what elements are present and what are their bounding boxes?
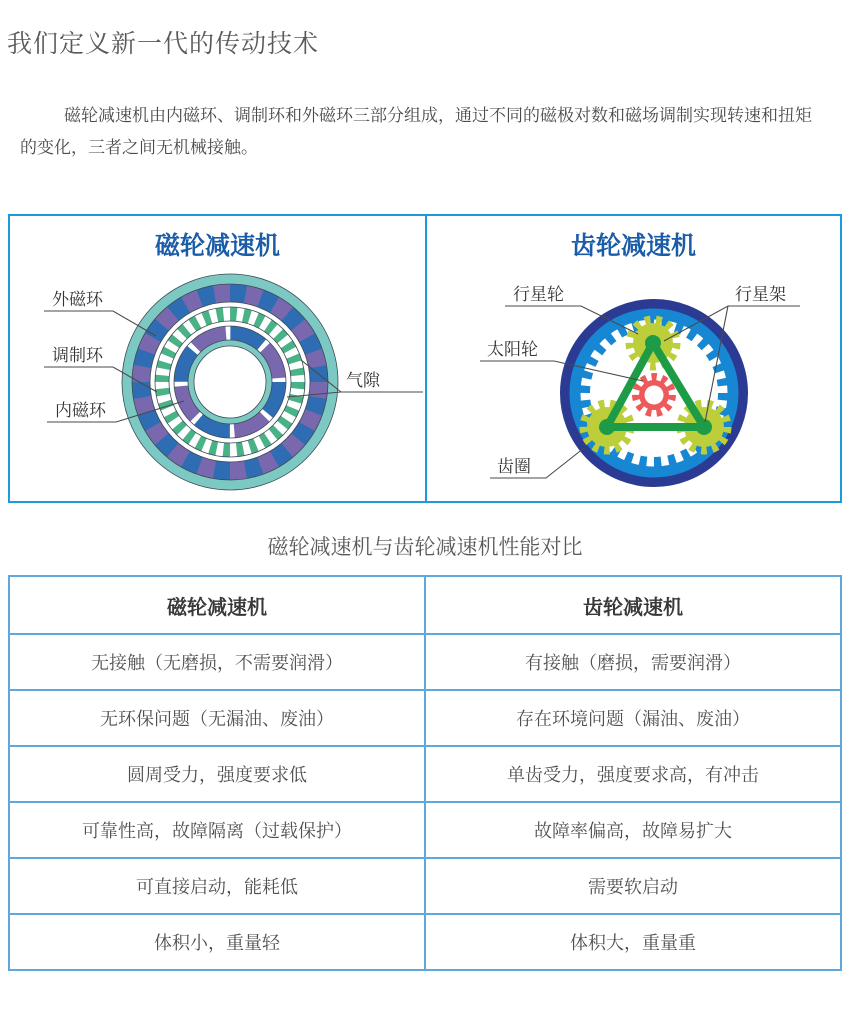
table-cell: 体积大，重量重 xyxy=(425,914,841,970)
label-modulation-ring: 调制环 xyxy=(52,346,103,366)
table-row xyxy=(9,746,841,802)
table-cell: 可靠性高，故障隔离（过载保护） xyxy=(9,802,425,858)
carrier-pin xyxy=(645,335,661,351)
table-cell: 有接触（磨损，需要润滑） xyxy=(425,634,841,690)
table-cell: 存在环境问题（漏油、废油） xyxy=(425,690,841,746)
label-inner-magnet-ring: 内磁环 xyxy=(55,401,106,421)
gear-diagram-title: 齿轮减速机 xyxy=(570,231,696,260)
diagram-panel xyxy=(8,214,842,503)
table-cell: 可直接启动，能耗低 xyxy=(9,858,425,914)
comparison-table-title: 磁轮减速机与齿轮减速机性能对比 xyxy=(267,535,583,559)
intro-paragraph: 磁轮减速机由内磁环、调制环和外磁环三部分组成，通过不同的磁极对数和磁场调制实现转速和扭矩的变化，三者之间无机械接触。 xyxy=(20,106,812,158)
column-header-magnetic: 磁轮减速机 xyxy=(9,576,425,634)
table-row xyxy=(9,858,841,914)
magnetic-diagram-title: 磁轮减速机 xyxy=(154,231,280,260)
table-cell: 无接触（无磨损，不需要润滑） xyxy=(9,634,425,690)
table-row xyxy=(9,914,841,970)
column-header-gear: 齿轮减速机 xyxy=(425,576,841,634)
table-cell: 需要软启动 xyxy=(425,858,841,914)
label-planet-carrier: 行星架 xyxy=(735,285,786,305)
label-ring-gear: 齿圈 xyxy=(497,457,531,477)
comparison-table xyxy=(8,575,842,971)
table-cell: 故障率偏高，故障易扩大 xyxy=(425,802,841,858)
label-sun-gear: 太阳轮 xyxy=(487,340,538,360)
label-outer-magnet-ring: 外磁环 xyxy=(52,290,103,310)
magnetic-diagram xyxy=(10,216,425,501)
table-row xyxy=(9,802,841,858)
table-cell: 圆周受力，强度要求低 xyxy=(9,746,425,802)
table-header-row xyxy=(9,576,841,634)
table-cell: 单齿受力，强度要求高，有冲击 xyxy=(425,746,841,802)
sun-gear-bore xyxy=(645,386,664,405)
table-row xyxy=(9,690,841,746)
sun-gear xyxy=(636,377,672,413)
table-row xyxy=(9,634,841,690)
gear-diagram xyxy=(425,216,840,501)
carrier-pin xyxy=(696,419,712,435)
table-cell: 体积小，重量轻 xyxy=(9,914,425,970)
label-planet-gear: 行星轮 xyxy=(513,285,564,305)
label-air-gap: 气隙 xyxy=(346,371,380,391)
page-title: 我们定义新一代的传动技术 xyxy=(7,29,320,58)
carrier-pin xyxy=(599,419,615,435)
table-cell: 无环保问题（无漏油、废油） xyxy=(9,690,425,746)
